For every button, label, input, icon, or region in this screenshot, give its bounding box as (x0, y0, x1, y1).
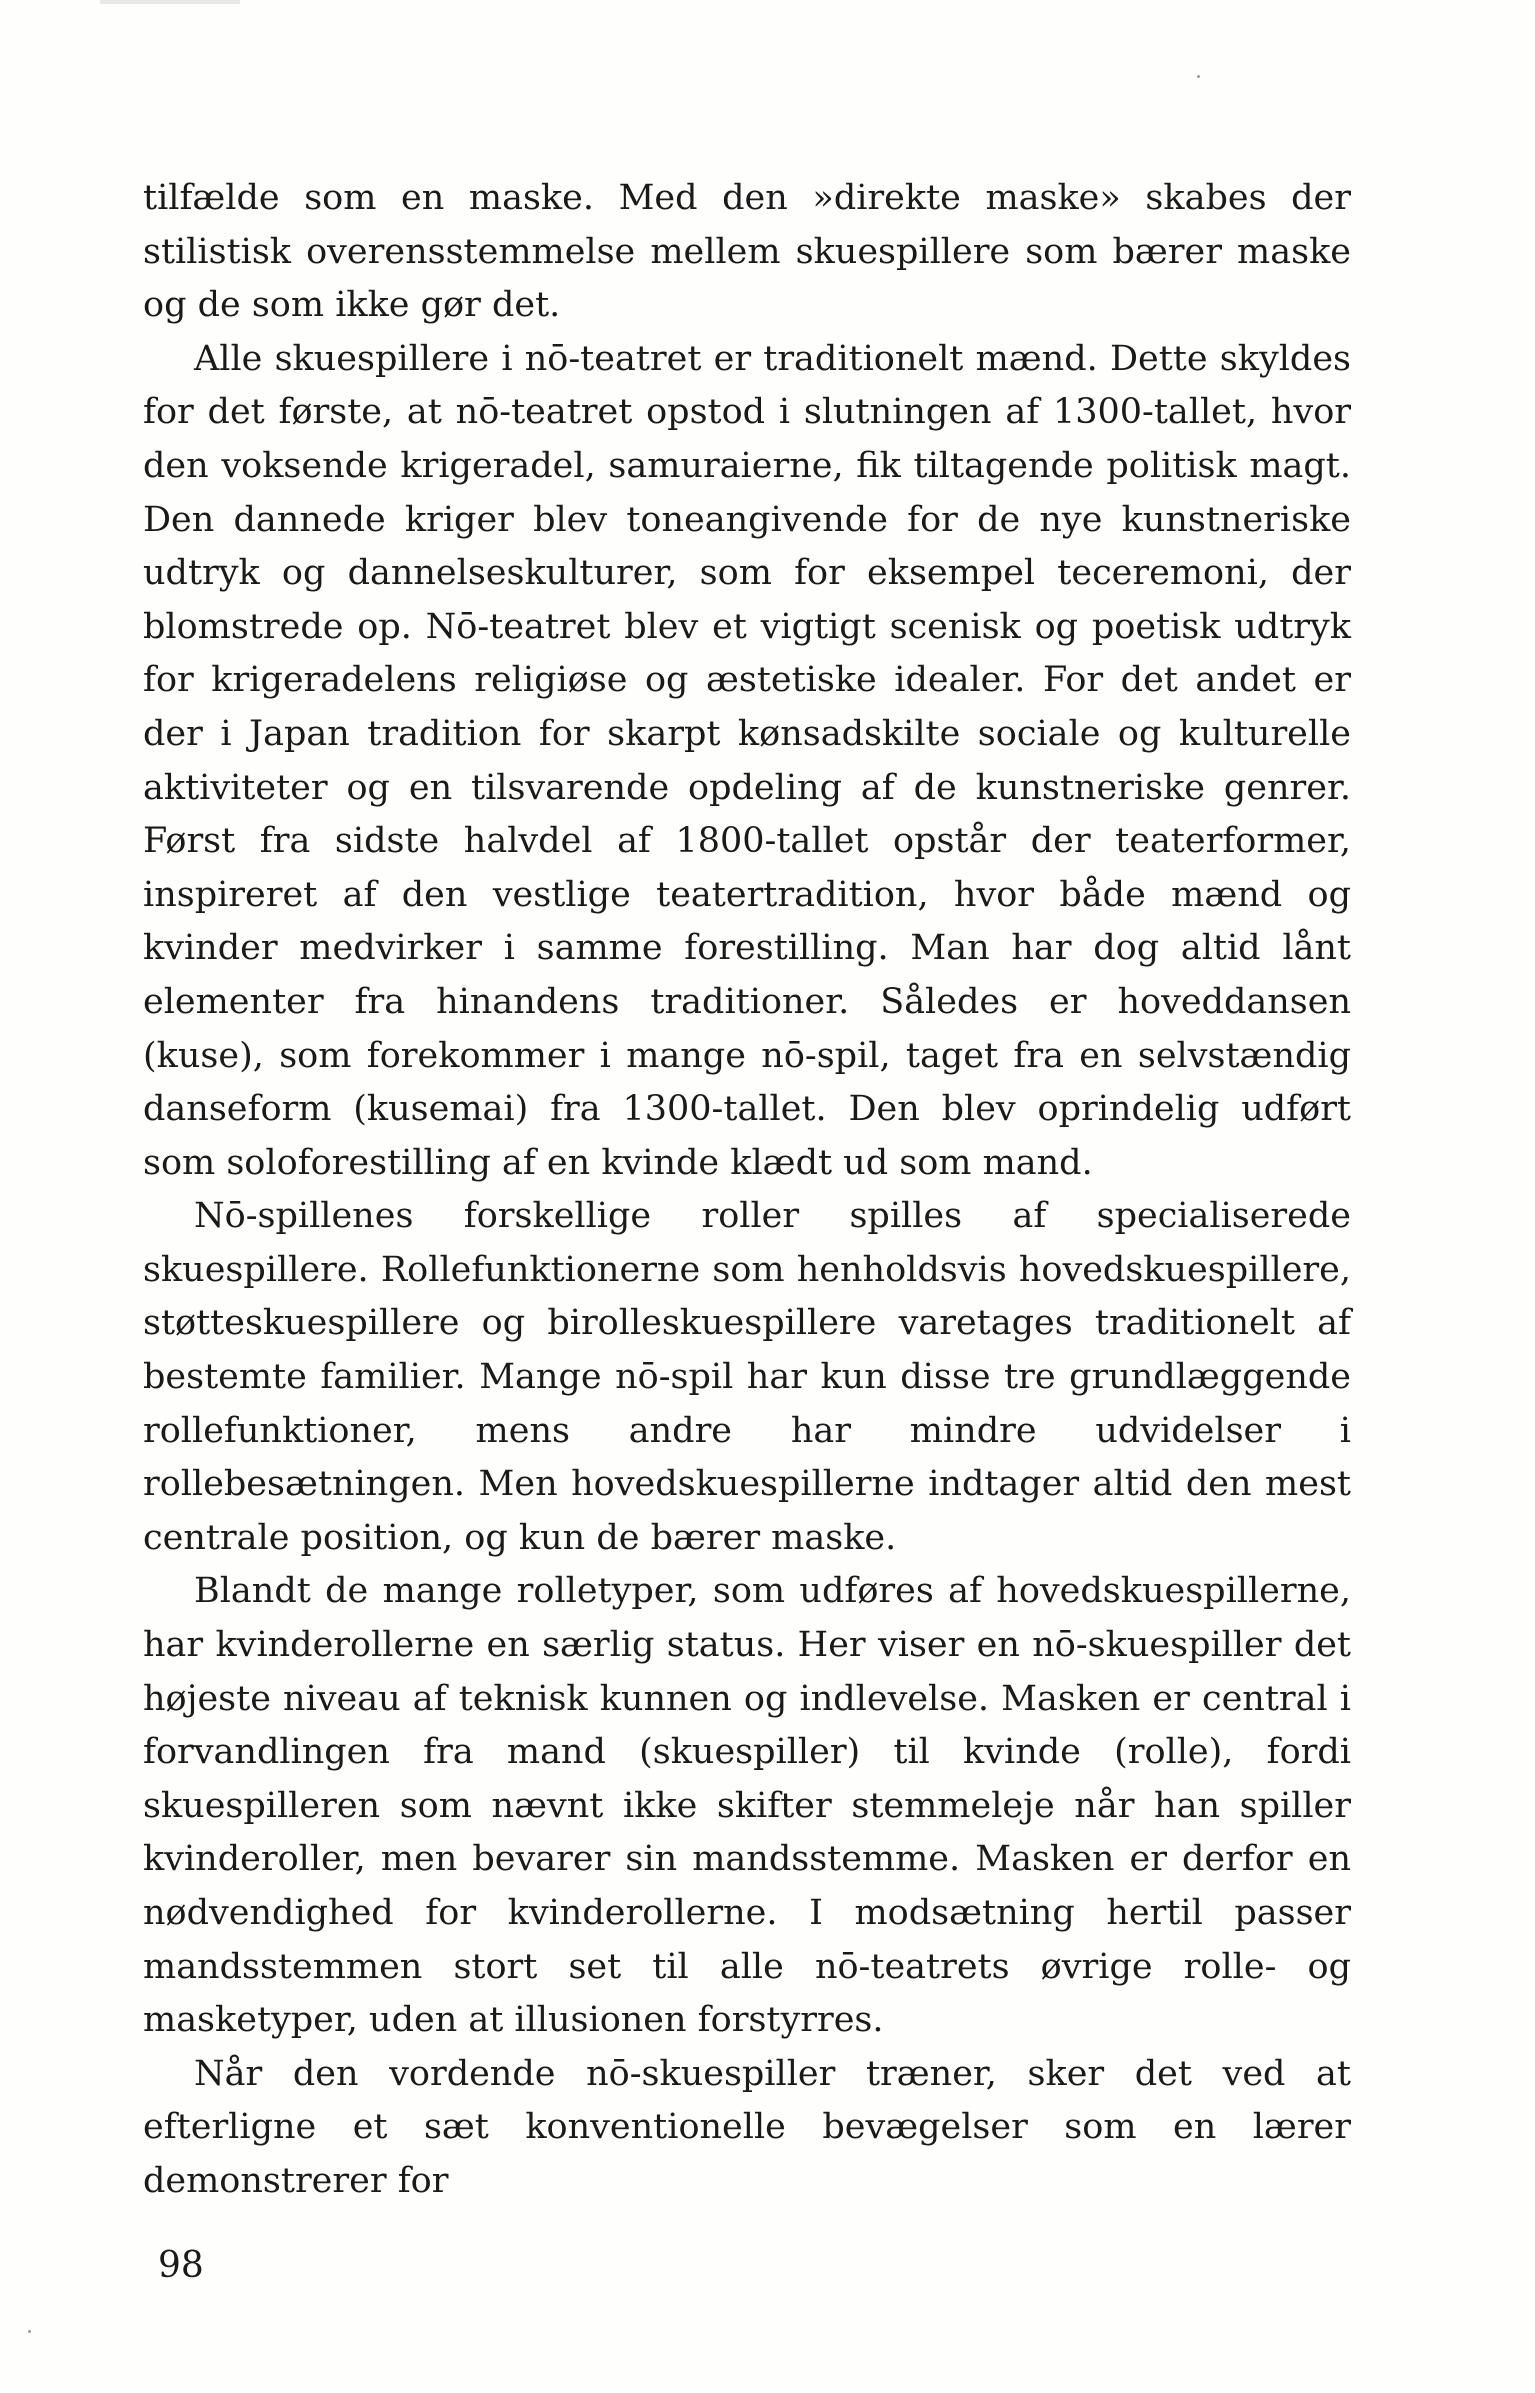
paragraph-1: tilfælde som en maske. Med den »direkte maske» skabes der stilistisk overensstemmelse mellem skuespillere som bærer maske og de som ikke gør det. (143, 178, 1351, 326)
paragraph-2: Alle skuespillere i nō-teatret er traditionelt mænd. Dette skyldes for det første, at nō-teatret opstod i slutningen af 1300-tallet, hvor den voksende krigeradel, samuraierne, fik tiltagende politisk magt. Den dannede kriger blev toneangivende for de nye kunstneriske udtryk og dannelseskulturer, som for eksempel teceremoni, der blomstrede op. Nō-teatret blev et vigtigt scenisk og poetisk udtryk for krigeradelens religiøse og æstetiske idealer. For det andet er der i Japan tradition for skarpt kønsadskilte sociale og kulturelle aktiviteter og en tilsvarende opdeling af de kunstneriske genrer. Først fra sidste halvdel af 1800-tallet opstår der teaterformer, inspireret af den vestlige teatertradition, hvor både mænd og kvinder medvirker i samme forestilling. Man har dog altid lånt elementer fra hinandens traditioner. Således er hoveddansen (kuse), som forekommer i mange nō-spil, taget fra en selvstændig danseform (kusemai) fra 1300-tallet. Den blev oprindelig udført som soloforestilling af en kvinde klædt ud som mand. (143, 338, 1351, 1183)
paragraph-3: Nō-spillenes forskellige roller spilles af specialiserede skuespillere. Rollefunktionerne som henholdsvis hovedskuespillere, støtteskuespillere og birolleskuespillere varetages traditionelt af bestemte familier. Mange nō-spil har kun disse tre grundlæggende rollefunktioner, mens andre har mindre udvidelser i rollebesætningen. Men hovedskuespillerne indtager altid den mest centrale position, og kun de bærer maske. (143, 1196, 1351, 1558)
scan-speck (1197, 75, 1200, 78)
paragraph-4: Blandt de mange rolletyper, som udføres af hovedskuespillerne, har kvinderollerne en særlig status. Her viser en nō-skuespiller det højeste niveau af teknisk kunnen og indlevelse. Masken er central i forvandlingen fra mand (skuespiller) til kvinde (rolle), fordi skuespilleren som nævnt ikke skifter stemmeleje når han spiller kvinderoller, men bevarer sin mandsstemme. Masken er derfor en nødvendighed for kvinderollerne. I modsætning hertil passer mandsstemmen stort set til alle nō-teatrets øvrige rolle- og masketyper, uden at illusionen forstyrres. (143, 1571, 1351, 2041)
scan-edge-mark (100, 0, 240, 4)
page-number: 98 (158, 2245, 204, 2286)
body-text (143, 172, 1351, 2209)
scan-speck (28, 2330, 31, 2333)
paragraph-5: Når den vordende nō-skuespiller træner, sker det ved at efterligne et sæt konventionelle bevægelser som en lærer demonstrerer for (143, 2053, 1351, 2201)
